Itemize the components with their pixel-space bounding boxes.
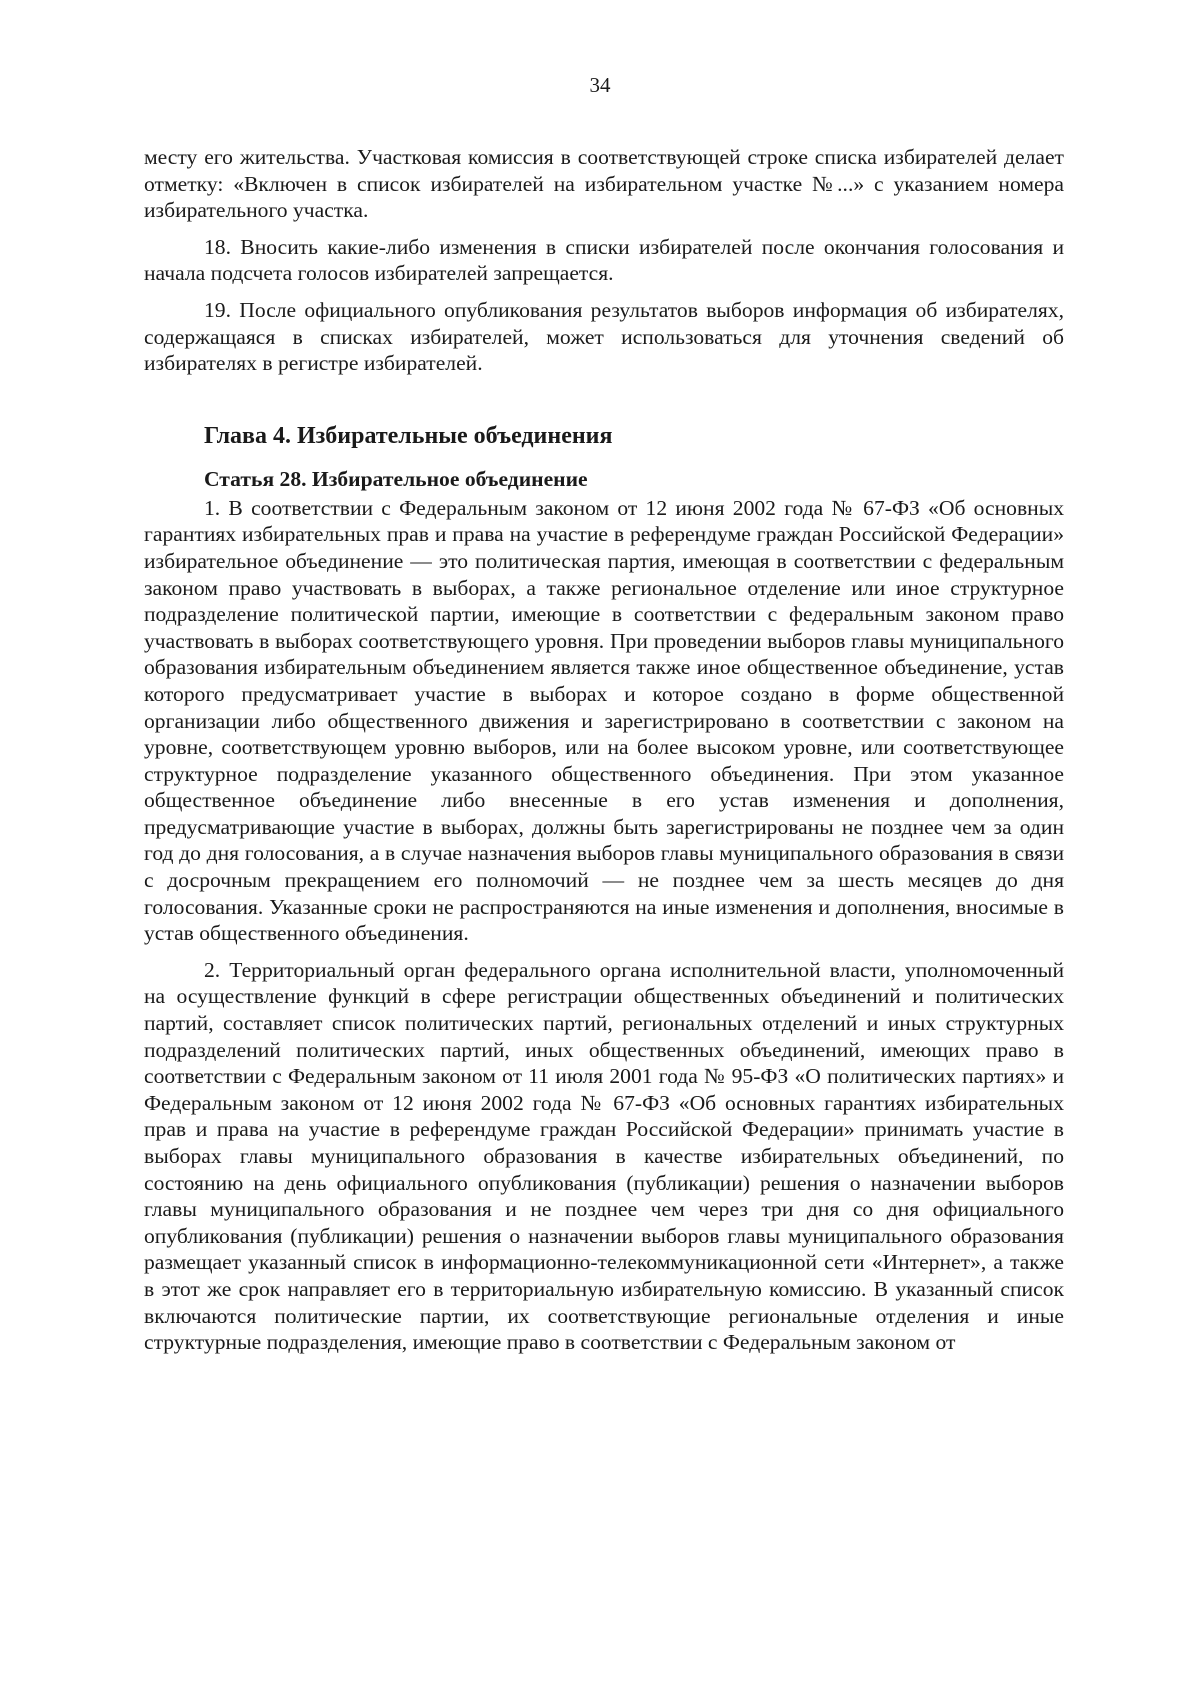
article-paragraph-2: 2. Территориальный орган федерального органа исполнительной власти, уполномоченный на осуществление функций в сфере регистрации общественных объединений и политических партий, составляет список политических партий, региональных отделений и иных структурных подразделений политических партий, иных общественных объединений, имеющих право в соответствии с Федеральным законом от 11 июля 2001 года № 95-ФЗ «О политических партиях» и Федеральным законом от 12 июня 2002 года № 67-ФЗ «Об основных гарантиях избирательных прав и права на участие в референдуме граждан Российской Федерации» принимать участие в выборах главы муниципального образования в качестве избирательных объединений, по состоянию на день официального опубликования (публикации) решения о назначении выборов главы муниципального образования и не позднее чем через три дня со дня официального опубликования (публикации) решения о назначении выборов главы муниципального образования размещает указанный список в информационно-телекоммуникационной сети «Интернет», а также в этот же срок направляет его в территориальную избирательную комиссию. В указанный список включаются политические партии, их соответствующие региональные отделения и иные структурные подразделения, имеющие право в соответствии с Федеральным законом от — [144, 957, 1064, 1355]
chapter-title: Глава 4. Избирательные объединения — [204, 422, 613, 449]
page-number: 34 — [589, 73, 611, 97]
document-body — [144, 144, 1064, 1356]
paragraph-item-19: 19. После официального опубликования результатов выборов информация об избирателях, содержащаяся в списках избирателей, может использоваться для уточнения сведений об избирателях в регистре избирателей. — [144, 297, 1064, 376]
article-paragraph-1: 1. В соответствии с Федеральным законом от 12 июня 2002 года № 67-ФЗ «Об основных гарантиях избирательных прав и права на участие в референдуме граждан Российской Федерации» избирательное объединение — это политическая партия, имеющая в соответствии с федеральным законом право участвовать в выборах, а также региональное отделение или иное структурное подразделение политической партии, имеющие в соответствии с федеральным законом право участвовать в выборах соответствующего уровня. При проведении выборов главы муниципального образования избирательным объединением является также иное общественное объединение, устав которого предусматривает участие в выборах и которое создано в форме общественной организации либо общественного движения и зарегистрировано в соответствии с законом на уровне, соответствующем уровню выборов, или на более высоком уровне, или соответствующее структурное подразделение указанного общественного объединения. При этом указанное общественное объединение либо внесенные в его устав изменения и дополнения, предусматривающие участие в выборах, должны быть зарегистрированы не позднее чем за один год до дня голосования, а в случае назначения выборов главы муниципального образования в связи с досрочным прекращением его полномочий — не позднее чем за шесть месяцев до дня голосования. Указанные сроки не распространяются на иные изменения и дополнения, вносимые в устав общественного объединения. — [144, 495, 1064, 946]
article-title: Статья 28. Избирательное объединение — [204, 466, 588, 491]
paragraph-item-18: 18. Вносить какие-либо изменения в списки избирателей после окончания голосования и начала подсчета голосов избирателей запрещается. — [144, 234, 1064, 286]
paragraph-continuation: месту его жительства. Участковая комиссия в соответствующей строке списка избирателей делает отметку: «Включен в список избирателей на избирательном участке №...» с указанием номера избирательного участка. — [144, 145, 1064, 223]
